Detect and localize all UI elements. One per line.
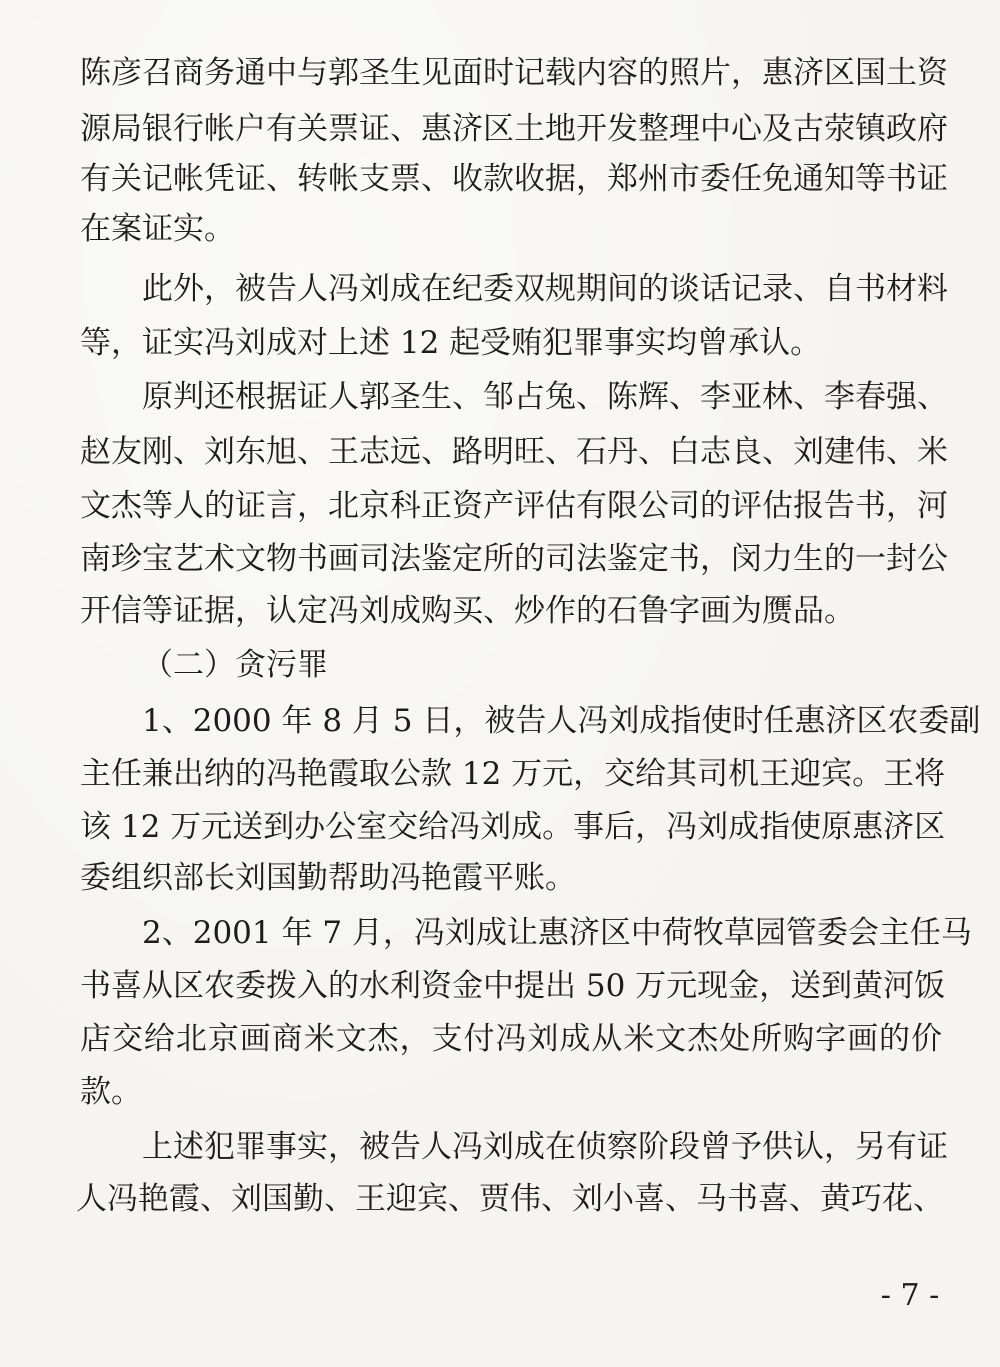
text-line (0, 481, 1000, 531)
text-line (0, 204, 1000, 254)
text-line (0, 853, 1000, 903)
text-line (0, 961, 1000, 1011)
text-line (0, 48, 1000, 98)
line-text: 主任兼出纳的冯艳霞取公款 12 万元，交给其司机王迎宾。王将 (80, 756, 946, 792)
line-text: 人冯艳霞、刘国勤、王迎宾、贾伟、刘小喜、马书喜、黄巧花、 (76, 1181, 944, 1217)
line-text: 1、2000 年 8 月 5 日，被告人冯刘成指使时任惠济区农委副 (142, 703, 981, 739)
text-line (0, 749, 1000, 799)
line-text: 赵友刚、刘东旭、王志远、路明旺、石丹、白志良、刘建伟、米 (80, 434, 948, 470)
text-line (0, 1174, 1000, 1224)
line-text: 上述犯罪事实，被告人冯刘成在侦察阶段曾予供认，另有证 (142, 1129, 948, 1165)
page-number: - 7 - (880, 1278, 940, 1313)
line-text: 等，证实冯刘成对上述 12 起受贿犯罪事实均曾承认。 (80, 325, 822, 361)
line-text: 开信等证据，认定冯刘成购买、炒作的石鲁字画为赝品。 (80, 593, 855, 629)
line-text: 文杰等人的证言，北京科正资产评估有限公司的评估报告书，河 (80, 488, 948, 524)
text-line (0, 1122, 1000, 1172)
line-text: 委组织部长刘国勤帮助冯艳霞平账。 (80, 860, 576, 896)
text-line (0, 696, 1000, 746)
text-line (0, 372, 1000, 422)
line-text: 店交给北京画商米文杰，支付冯刘成从米文杰处所购字画的价 (80, 1021, 942, 1057)
line-text: 该 12 万元送到办公室交给冯刘成。事后，冯刘成指使原惠济区 (80, 809, 946, 845)
line-text: 有关记帐凭证、转帐支票、收款收据，郑州市委任免通知等书证 (80, 161, 948, 197)
line-text: 源局银行帐户有关票证、惠济区土地开发整理中心及古荥镇政府 (80, 111, 948, 147)
text-line (0, 318, 1000, 368)
line-text: 陈彦召商务通中与郭圣生见面时记载内容的照片，惠济区国土资 (80, 55, 948, 91)
text-line (0, 264, 1000, 314)
line-text: 在案证实。 (80, 211, 235, 247)
line-text: 此外，被告人冯刘成在纪委双规期间的谈话记录、自书材料 (142, 271, 948, 307)
text-line (0, 802, 1000, 852)
text-line (0, 586, 1000, 636)
text-line (0, 154, 1000, 204)
line-text: 原判还根据证人郭圣生、邹占兔、陈辉、李亚林、李春强、 (142, 379, 948, 415)
line-text: 书喜从区农委拨入的水利资金中提出 50 万元现金，送到黄河饭 (80, 968, 946, 1004)
text-line (0, 1014, 1000, 1064)
text-line (0, 104, 1000, 154)
line-text: 款。 (80, 1074, 142, 1110)
line-text: 南珍宝艺术文物书画司法鉴定所的司法鉴定书，闵力生的一封公 (80, 541, 948, 577)
section-heading (0, 640, 1000, 690)
text-line (0, 908, 1000, 958)
text-line (0, 534, 1000, 584)
line-text: 2、2001 年 7 月，冯刘成让惠济区中荷牧草园管委会主任马 (142, 915, 972, 951)
section-heading-text: （二）贪污罪 (142, 647, 328, 683)
text-line (0, 427, 1000, 477)
text-line (0, 1067, 1000, 1117)
